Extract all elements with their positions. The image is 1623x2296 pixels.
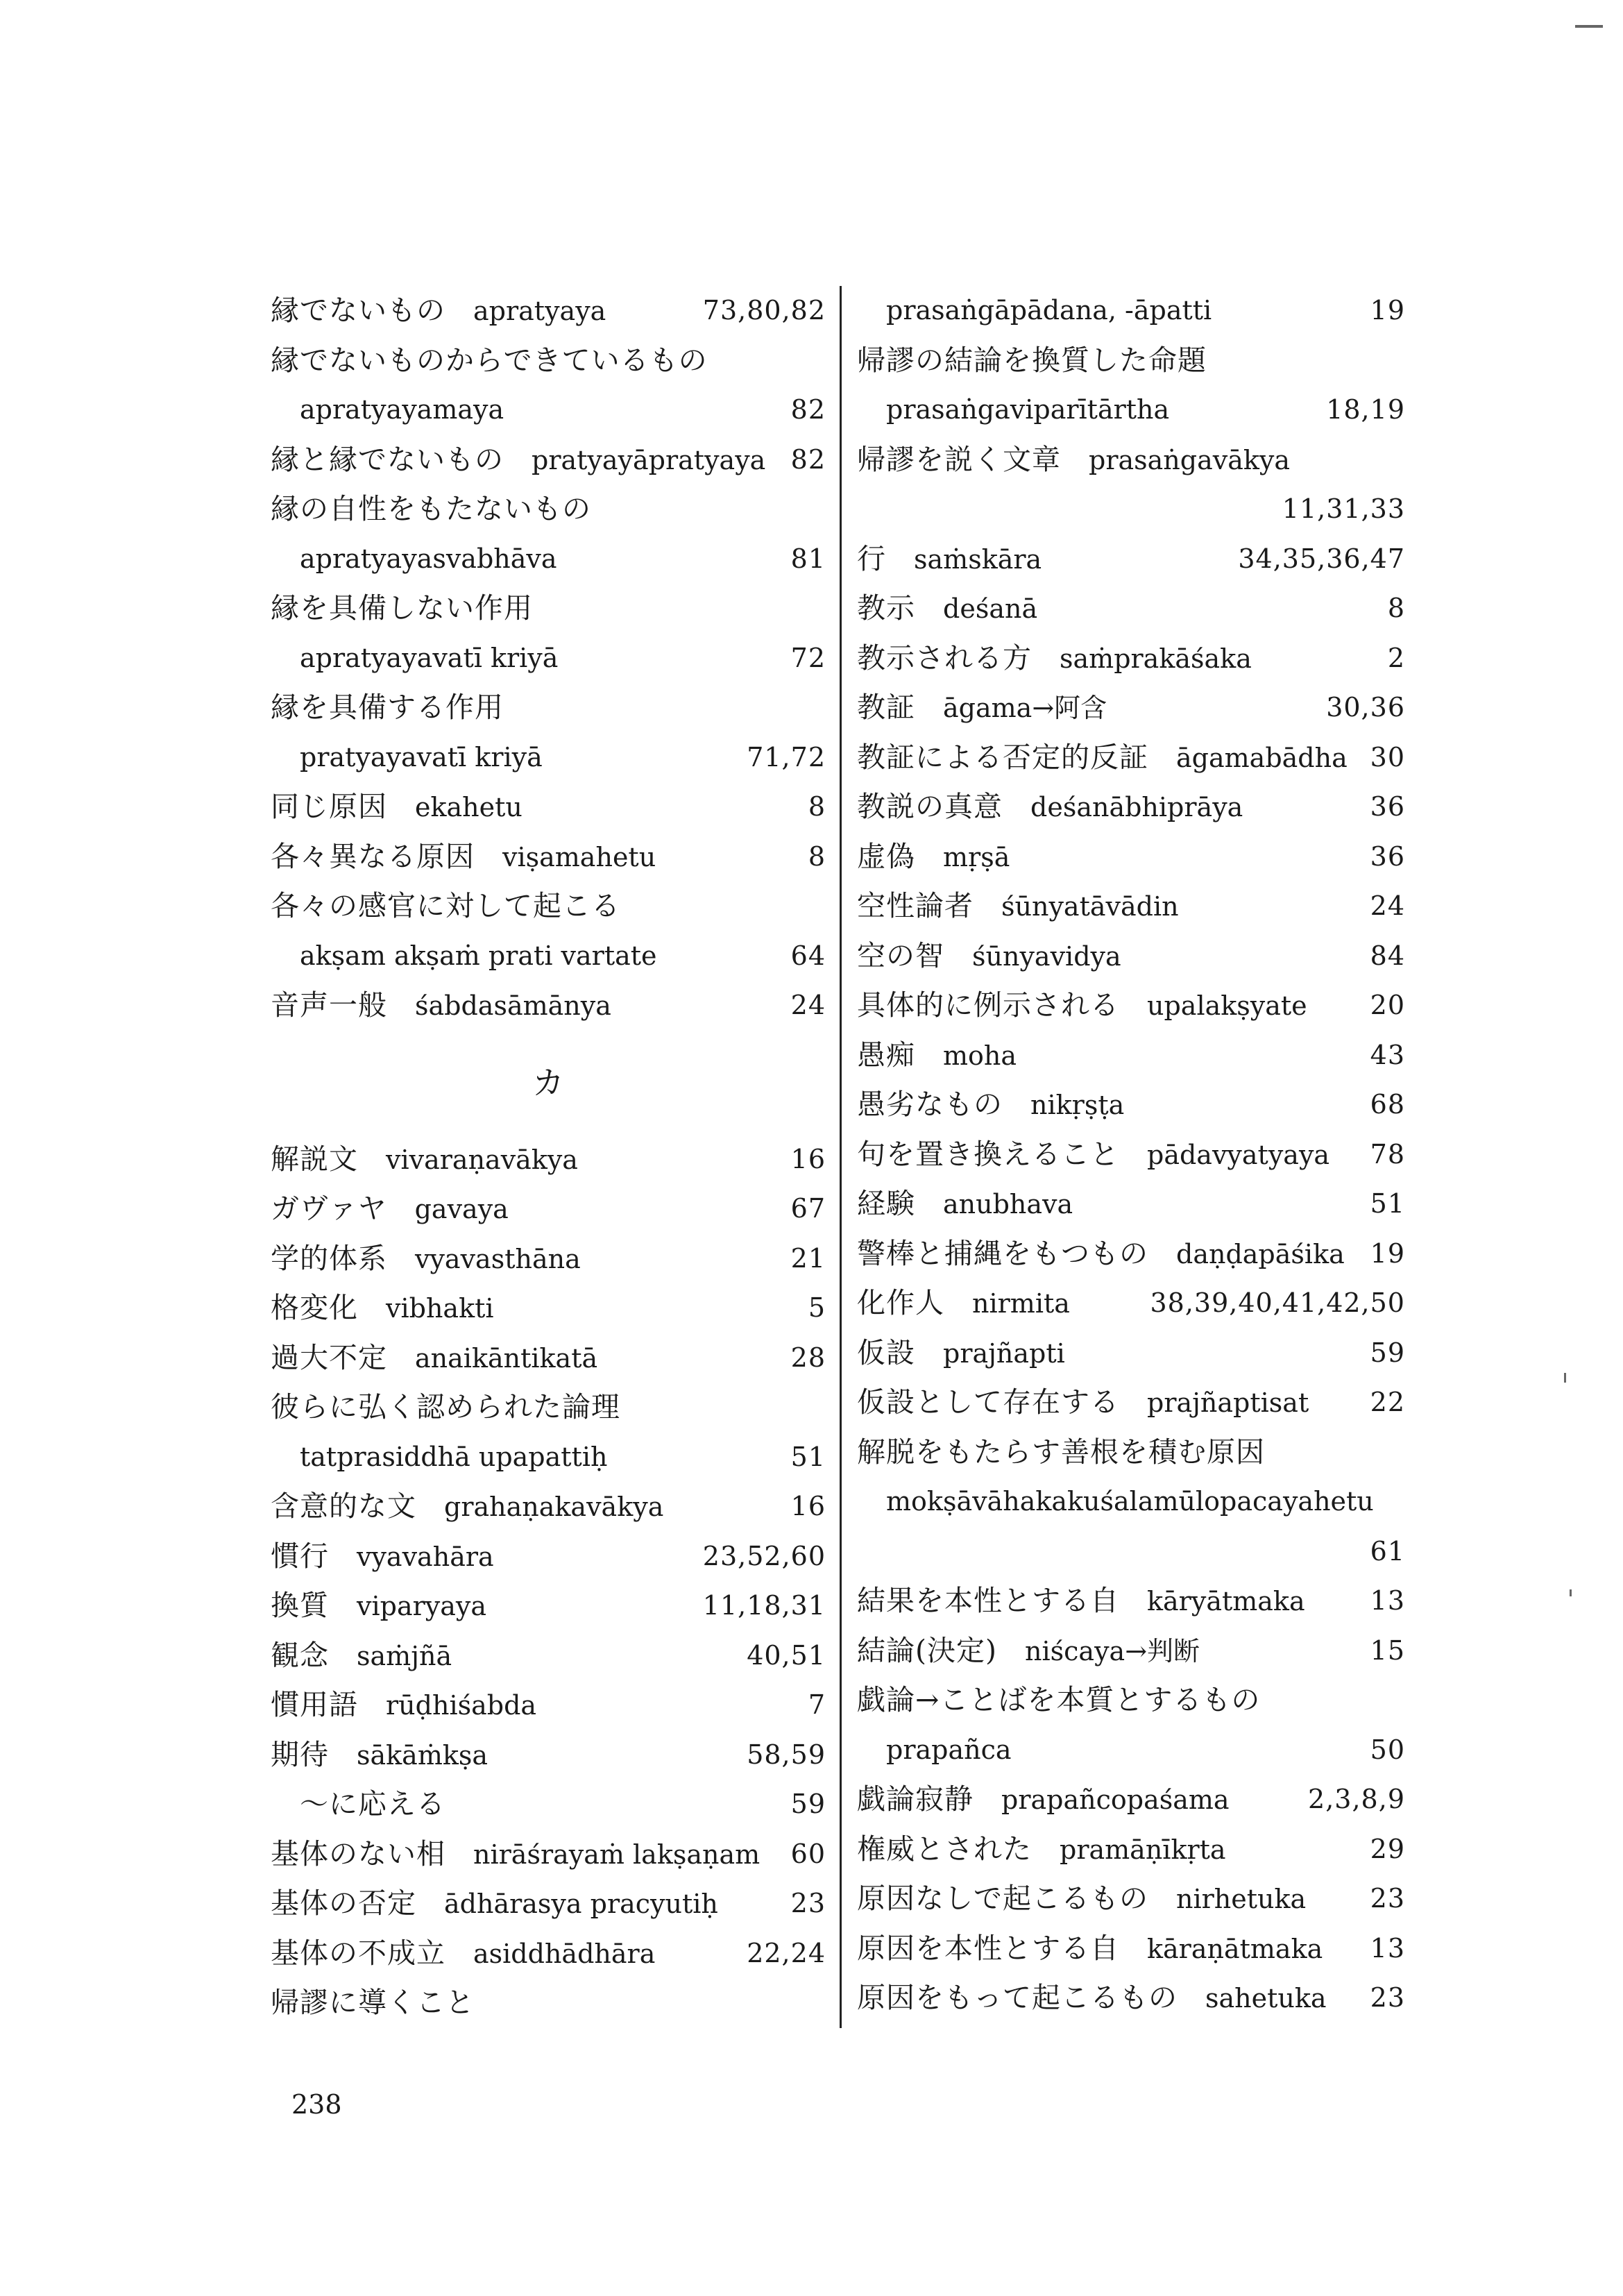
index-entry bbox=[857, 1229, 1405, 1279]
index-entry bbox=[271, 733, 826, 783]
entry-sanskrit: moha bbox=[943, 1040, 1017, 1071]
entry-sanskrit: āgamabādha bbox=[1176, 742, 1348, 773]
entry-sanskrit: vivaraṇavākya bbox=[386, 1144, 578, 1175]
index-entry bbox=[857, 981, 1405, 1031]
entry-sanskrit: vibhakti bbox=[386, 1293, 494, 1324]
entry-japanese: 含意的な文 bbox=[271, 1489, 416, 1523]
index-entry bbox=[271, 981, 826, 1031]
index-entry bbox=[857, 1328, 1405, 1378]
index-entry bbox=[271, 1978, 826, 2028]
entry-pages: 72 bbox=[790, 642, 826, 673]
entry-japanese: 警棒と捕縄をもつもの bbox=[857, 1236, 1148, 1270]
entry-pages: 38,39,40,41,42,50 bbox=[1150, 1288, 1405, 1318]
entry-japanese: 縁を具備する作用 bbox=[271, 691, 504, 724]
entry-sanskrit: gavaya bbox=[414, 1194, 509, 1224]
entry-pages: 30 bbox=[1370, 741, 1405, 773]
index-entry bbox=[271, 584, 826, 634]
index-entry bbox=[857, 1626, 1405, 1676]
entry-pages: 28 bbox=[790, 1342, 826, 1373]
entry-sanskrit: asiddhādhāra bbox=[473, 1938, 656, 1969]
entry-japanese: 原因なしで起こるもの bbox=[857, 1882, 1148, 1915]
entry-japanese: ～に応える bbox=[300, 1787, 445, 1821]
index-entry bbox=[857, 1924, 1405, 1974]
entry-japanese: ガヴァヤ bbox=[271, 1192, 387, 1225]
entry-sanskrit: pratyayāpratyaya bbox=[532, 444, 766, 475]
entry-sanskrit: prasaṅgavākya bbox=[1089, 444, 1291, 475]
index-entry bbox=[857, 1031, 1405, 1081]
index-entry bbox=[857, 1874, 1405, 1924]
entry-sanskrit: kāraṇātmaka bbox=[1147, 1933, 1323, 1964]
index-entry bbox=[271, 1333, 826, 1383]
entry-sanskrit: apratyayavatī kriyā bbox=[300, 642, 559, 673]
entry-pages: 22 bbox=[1370, 1387, 1405, 1417]
entry-sanskrit: mṛṣā bbox=[943, 841, 1010, 872]
entry-sanskrit: saṁprakāśaka bbox=[1060, 643, 1252, 674]
entry-japanese: 結論(決定) bbox=[857, 1633, 997, 1667]
entry-sanskrit: anaikāntikatā bbox=[415, 1342, 598, 1374]
index-entry bbox=[857, 1477, 1405, 1527]
index-entry bbox=[857, 1725, 1405, 1775]
entry-sanskrit: prasaṅgaviparītārtha bbox=[886, 394, 1170, 425]
entry-japanese: 虚偽 bbox=[857, 839, 915, 873]
entry-sanskrit: nirhetuka bbox=[1176, 1884, 1307, 1914]
index-entry bbox=[271, 1234, 826, 1284]
column-divider bbox=[840, 286, 842, 2028]
entry-sanskrit: ādhārasya pracyutiḥ bbox=[444, 1889, 718, 1919]
entry-sanskrit: mokṣāvāhakakuśalamūlopacayahetu bbox=[886, 1486, 1374, 1517]
index-entry bbox=[857, 385, 1405, 435]
index-entry bbox=[271, 1532, 826, 1582]
entry-sanskrit: deśanā bbox=[943, 593, 1038, 624]
entry-pages: 43 bbox=[1370, 1039, 1405, 1070]
index-entry bbox=[857, 881, 1405, 931]
entry-pages: 36 bbox=[1370, 791, 1405, 822]
entry-pages: 71,72 bbox=[747, 741, 826, 773]
entry-sanskrit: niścaya→判断 bbox=[1025, 1635, 1200, 1666]
entry-pages: 19 bbox=[1370, 1238, 1405, 1269]
index-entry bbox=[857, 1278, 1405, 1328]
entry-japanese: 慣用語 bbox=[271, 1688, 358, 1721]
index-entry bbox=[857, 683, 1405, 733]
index-entry bbox=[271, 1929, 826, 1979]
entry-pages: 8 bbox=[808, 841, 826, 872]
entry-pages: 5 bbox=[808, 1292, 826, 1323]
entry-sanskrit: tatprasiddhā upapattiḥ bbox=[300, 1441, 608, 1472]
index-entry bbox=[857, 1130, 1405, 1180]
left-index-column bbox=[271, 286, 826, 2028]
entry-sanskrit: daṇḍapāśika bbox=[1176, 1238, 1345, 1269]
entry-japanese: 縁でないものからできているもの bbox=[271, 343, 708, 377]
index-entry bbox=[271, 1830, 826, 1880]
entry-sanskrit: anubhava bbox=[943, 1189, 1073, 1219]
entry-pages: 8 bbox=[808, 791, 826, 822]
entry-japanese: 化作人 bbox=[857, 1286, 944, 1319]
entry-japanese: 過大不定 bbox=[271, 1340, 387, 1374]
index-entry bbox=[271, 1879, 826, 1929]
entry-sanskrit: sahetuka bbox=[1205, 1983, 1327, 2014]
entry-sanskrit: viparyaya bbox=[357, 1591, 487, 1621]
index-entry bbox=[857, 1428, 1405, 1478]
entry-pages: 22,24 bbox=[747, 1937, 826, 1968]
entry-japanese: 帰謬の結論を換質した命題 bbox=[857, 343, 1207, 377]
entry-sanskrit: vyavasthāna bbox=[415, 1243, 581, 1274]
entry-sanskrit: saṁskāra bbox=[914, 543, 1042, 575]
entry-japanese: 縁と縁でないもの bbox=[271, 442, 504, 476]
entry-japanese: 空の智 bbox=[857, 938, 944, 972]
index-entry bbox=[857, 1825, 1405, 1875]
index-entry bbox=[857, 484, 1405, 534]
index-entry bbox=[271, 1135, 826, 1185]
index-entry bbox=[271, 435, 826, 485]
entry-japanese: 彼らに弘く認められた論理 bbox=[271, 1390, 620, 1424]
entry-sanskrit: prajñapti bbox=[943, 1337, 1065, 1369]
entry-japanese: 原因を本性とする自 bbox=[857, 1931, 1119, 1965]
index-entry bbox=[271, 1631, 826, 1681]
entry-pages: 51 bbox=[790, 1441, 826, 1472]
index-entry bbox=[271, 1581, 826, 1631]
entry-japanese: 帰謬を説く文章 bbox=[857, 442, 1061, 476]
index-group-top bbox=[271, 286, 826, 1031]
index-entry bbox=[857, 1576, 1405, 1626]
entry-japanese: 句を置き換えること bbox=[857, 1137, 1119, 1171]
entry-sanskrit: saṁjñā bbox=[357, 1640, 452, 1671]
index-entry bbox=[271, 1184, 826, 1234]
entry-pages: 51 bbox=[1370, 1188, 1405, 1219]
entry-japanese: 縁でないもの bbox=[271, 294, 445, 327]
entry-pages: 67 bbox=[790, 1193, 826, 1224]
entry-pages: 19 bbox=[1370, 295, 1405, 326]
entry-japanese: 結果を本性とする自 bbox=[857, 1584, 1119, 1617]
entry-sanskrit: sākāṁkṣa bbox=[357, 1739, 488, 1771]
entry-japanese: 仮設 bbox=[857, 1335, 915, 1369]
entry-japanese: 解説文 bbox=[271, 1142, 358, 1176]
index-entry bbox=[857, 534, 1405, 584]
entry-pages: 82 bbox=[790, 394, 826, 425]
index-entry bbox=[271, 1730, 826, 1780]
index-entry bbox=[857, 1675, 1405, 1725]
entry-pages: 34,35,36,47 bbox=[1238, 543, 1405, 574]
entry-pages: 59 bbox=[790, 1789, 826, 1819]
entry-sanskrit: akṣam akṣaṁ prati vartate bbox=[300, 940, 657, 971]
index-entry bbox=[271, 931, 826, 981]
index-entry bbox=[857, 435, 1405, 485]
entry-japanese: 戯論寂静 bbox=[857, 1782, 974, 1816]
entry-sanskrit: pratyayavatī kriyā bbox=[300, 741, 543, 773]
index-entry bbox=[271, 634, 826, 684]
index-entry bbox=[271, 881, 826, 931]
entry-sanskrit: kāryātmaka bbox=[1147, 1586, 1305, 1617]
entry-japanese: 帰謬に導くこと bbox=[271, 1986, 475, 2019]
index-entry bbox=[857, 1527, 1405, 1577]
entry-sanskrit: prapañca bbox=[886, 1734, 1012, 1765]
entry-japanese: 同じ原因 bbox=[271, 790, 387, 823]
entry-japanese: 基体の不成立 bbox=[271, 1936, 445, 1970]
entry-pages: 7 bbox=[808, 1689, 826, 1720]
entry-japanese: 期待 bbox=[271, 1737, 329, 1771]
entry-pages: 59 bbox=[1370, 1337, 1405, 1368]
index-entry bbox=[271, 1780, 826, 1830]
entry-pages: 78 bbox=[1370, 1138, 1405, 1170]
index-entry bbox=[271, 782, 826, 832]
entry-sanskrit: śūnyavidya bbox=[972, 940, 1121, 972]
entry-pages: 30,36 bbox=[1326, 692, 1405, 723]
entry-sanskrit: śabdasāmānya bbox=[415, 990, 611, 1021]
scan-speck bbox=[1564, 1373, 1566, 1383]
index-entry bbox=[857, 733, 1405, 783]
index-entry bbox=[857, 1080, 1405, 1130]
entry-japanese: 愚痴 bbox=[857, 1038, 915, 1072]
entry-pages: 18,19 bbox=[1326, 394, 1405, 425]
entry-japanese: 格変化 bbox=[271, 1291, 358, 1324]
entry-sanskrit: nikṛṣṭa bbox=[1030, 1090, 1125, 1120]
entry-japanese: 原因をもって起こるもの bbox=[857, 1981, 1178, 2014]
entry-pages: 15 bbox=[1370, 1635, 1405, 1666]
entry-japanese: 教説の真意 bbox=[857, 790, 1003, 823]
entry-sanskrit: āgama→阿含 bbox=[943, 693, 1107, 723]
entry-japanese: 縁の自性をもたないもの bbox=[271, 492, 591, 525]
entry-sanskrit: grahaṇakavākya bbox=[444, 1492, 664, 1522]
entry-pages: 29 bbox=[1370, 1833, 1405, 1864]
entry-pages: 21 bbox=[790, 1242, 826, 1274]
entry-japanese: 換質 bbox=[271, 1589, 329, 1622]
entry-sanskrit: prapañcopaśama bbox=[1001, 1784, 1230, 1815]
entry-japanese: 行 bbox=[857, 541, 886, 575]
entry-pages: 58,59 bbox=[747, 1739, 826, 1770]
entry-japanese: 各々の感官に対して起こる bbox=[271, 889, 620, 922]
entry-pages: 24 bbox=[790, 990, 826, 1020]
index-entry bbox=[857, 782, 1405, 832]
index-entry bbox=[857, 286, 1405, 336]
index-entry bbox=[857, 584, 1405, 634]
index-entry bbox=[271, 1433, 826, 1483]
index-entry bbox=[271, 1383, 826, 1433]
index-entry bbox=[857, 336, 1405, 386]
entry-pages: 23,52,60 bbox=[702, 1540, 826, 1571]
entry-sanskrit: śūnyatāvādin bbox=[1001, 891, 1179, 922]
index-entry bbox=[271, 286, 826, 336]
entry-pages: 13 bbox=[1370, 1585, 1405, 1616]
index-entry bbox=[271, 1283, 826, 1333]
entry-pages: 82 bbox=[790, 444, 826, 475]
index-entry bbox=[271, 1680, 826, 1730]
index-entry bbox=[857, 1973, 1405, 2023]
entry-pages: 2 bbox=[1387, 642, 1405, 673]
entry-japanese: 観念 bbox=[271, 1638, 329, 1672]
entry-japanese: 基体のない相 bbox=[271, 1837, 445, 1871]
entry-sanskrit: vyavahāra bbox=[357, 1541, 494, 1572]
entry-sanskrit: nirmita bbox=[972, 1288, 1070, 1319]
entry-pages: 2,3,8,9 bbox=[1308, 1784, 1405, 1814]
entry-pages: 40,51 bbox=[747, 1639, 826, 1671]
entry-sanskrit: prasaṅgāpādana, -āpatti bbox=[886, 295, 1212, 326]
index-entry bbox=[271, 534, 826, 584]
entry-japanese: 教示 bbox=[857, 591, 915, 625]
entry-pages: 60 bbox=[790, 1838, 826, 1869]
entry-pages: 36 bbox=[1370, 841, 1405, 872]
entry-pages: 23 bbox=[790, 1888, 826, 1918]
entry-sanskrit: pramāṇīkṛta bbox=[1060, 1834, 1226, 1865]
entry-japanese: 音声一般 bbox=[271, 988, 387, 1022]
entry-sanskrit: rūḍhiśabda bbox=[386, 1690, 537, 1721]
index-entry bbox=[857, 1775, 1405, 1825]
index-entry bbox=[271, 385, 826, 435]
entry-sanskrit: apratyaya bbox=[473, 296, 606, 326]
entry-pages: 24 bbox=[1370, 890, 1405, 921]
entry-pages: 84 bbox=[1370, 940, 1405, 971]
entry-pages: 23 bbox=[1370, 1982, 1405, 2013]
entry-pages: 64 bbox=[790, 940, 826, 971]
entry-japanese: 経験 bbox=[857, 1187, 915, 1220]
entry-pages: 50 bbox=[1370, 1734, 1405, 1765]
entry-japanese: 空性論者 bbox=[857, 889, 974, 922]
entry-japanese: 慣行 bbox=[271, 1539, 329, 1573]
entry-pages: 68 bbox=[1370, 1089, 1405, 1120]
entry-japanese: 基体の否定 bbox=[271, 1886, 416, 1920]
index-entry bbox=[271, 484, 826, 534]
section-heading-ka: カ bbox=[532, 1063, 564, 1101]
index-entry bbox=[271, 683, 826, 733]
entry-japanese: 戯論→ことばを本質とするもの bbox=[857, 1683, 1261, 1716]
index-entry bbox=[857, 1378, 1405, 1428]
entry-japanese: 解脱をもたらす善根を積む原因 bbox=[857, 1435, 1265, 1469]
right-index-column bbox=[857, 286, 1405, 2023]
entry-sanskrit: prajñaptisat bbox=[1147, 1387, 1309, 1418]
scan-speck bbox=[1575, 25, 1603, 28]
entry-japanese: 権威とされた bbox=[857, 1832, 1032, 1866]
scan-speck bbox=[1570, 1589, 1572, 1596]
entry-pages: 11,31,33 bbox=[1282, 493, 1405, 524]
entry-sanskrit: apratyayasvabhāva bbox=[300, 543, 557, 574]
entry-sanskrit: apratyayamaya bbox=[300, 394, 504, 425]
entry-pages: 81 bbox=[790, 543, 826, 574]
entry-sanskrit: upalakṣyate bbox=[1147, 990, 1307, 1021]
entry-japanese: 教証 bbox=[857, 691, 915, 724]
entry-sanskrit: deśanābhiprāya bbox=[1030, 792, 1243, 822]
entry-pages: 16 bbox=[790, 1143, 826, 1174]
entry-pages: 23 bbox=[1370, 1883, 1405, 1914]
index-entry bbox=[271, 832, 826, 882]
entry-japanese: 具体的に例示される bbox=[857, 988, 1119, 1022]
index-entry bbox=[857, 832, 1405, 882]
entry-japanese: 縁を具備しない作用 bbox=[271, 591, 533, 625]
entry-pages: 16 bbox=[790, 1491, 826, 1521]
index-group-ka bbox=[271, 1135, 826, 2028]
entry-pages: 8 bbox=[1387, 593, 1405, 623]
entry-japanese: 教示される方 bbox=[857, 641, 1032, 675]
index-entry bbox=[857, 931, 1405, 981]
entry-japanese: 教証による否定的反証 bbox=[857, 740, 1148, 774]
index-entry bbox=[857, 1179, 1405, 1229]
entry-japanese: 各々異なる原因 bbox=[271, 839, 475, 873]
index-entry bbox=[271, 336, 826, 386]
index-entry bbox=[857, 634, 1405, 684]
page-number: 238 bbox=[291, 2089, 342, 2120]
entry-sanskrit: pādavyatyaya bbox=[1147, 1139, 1330, 1170]
entry-pages: 73,80,82 bbox=[702, 295, 826, 326]
entry-pages: 61 bbox=[1370, 1535, 1405, 1567]
entry-pages: 20 bbox=[1370, 990, 1405, 1020]
entry-japanese: 学的体系 bbox=[271, 1241, 387, 1275]
entry-japanese: 仮設として存在する bbox=[857, 1385, 1119, 1419]
entry-sanskrit: viṣamahetu bbox=[502, 841, 656, 872]
entry-japanese: 愚劣なもの bbox=[857, 1088, 1003, 1121]
entry-sanskrit: nirāśrayaṁ lakṣaṇam bbox=[473, 1839, 760, 1870]
entry-pages: 13 bbox=[1370, 1932, 1405, 1964]
entry-sanskrit: ekahetu bbox=[415, 792, 522, 822]
entry-pages: 11,18,31 bbox=[702, 1590, 826, 1621]
index-entry bbox=[271, 1482, 826, 1532]
